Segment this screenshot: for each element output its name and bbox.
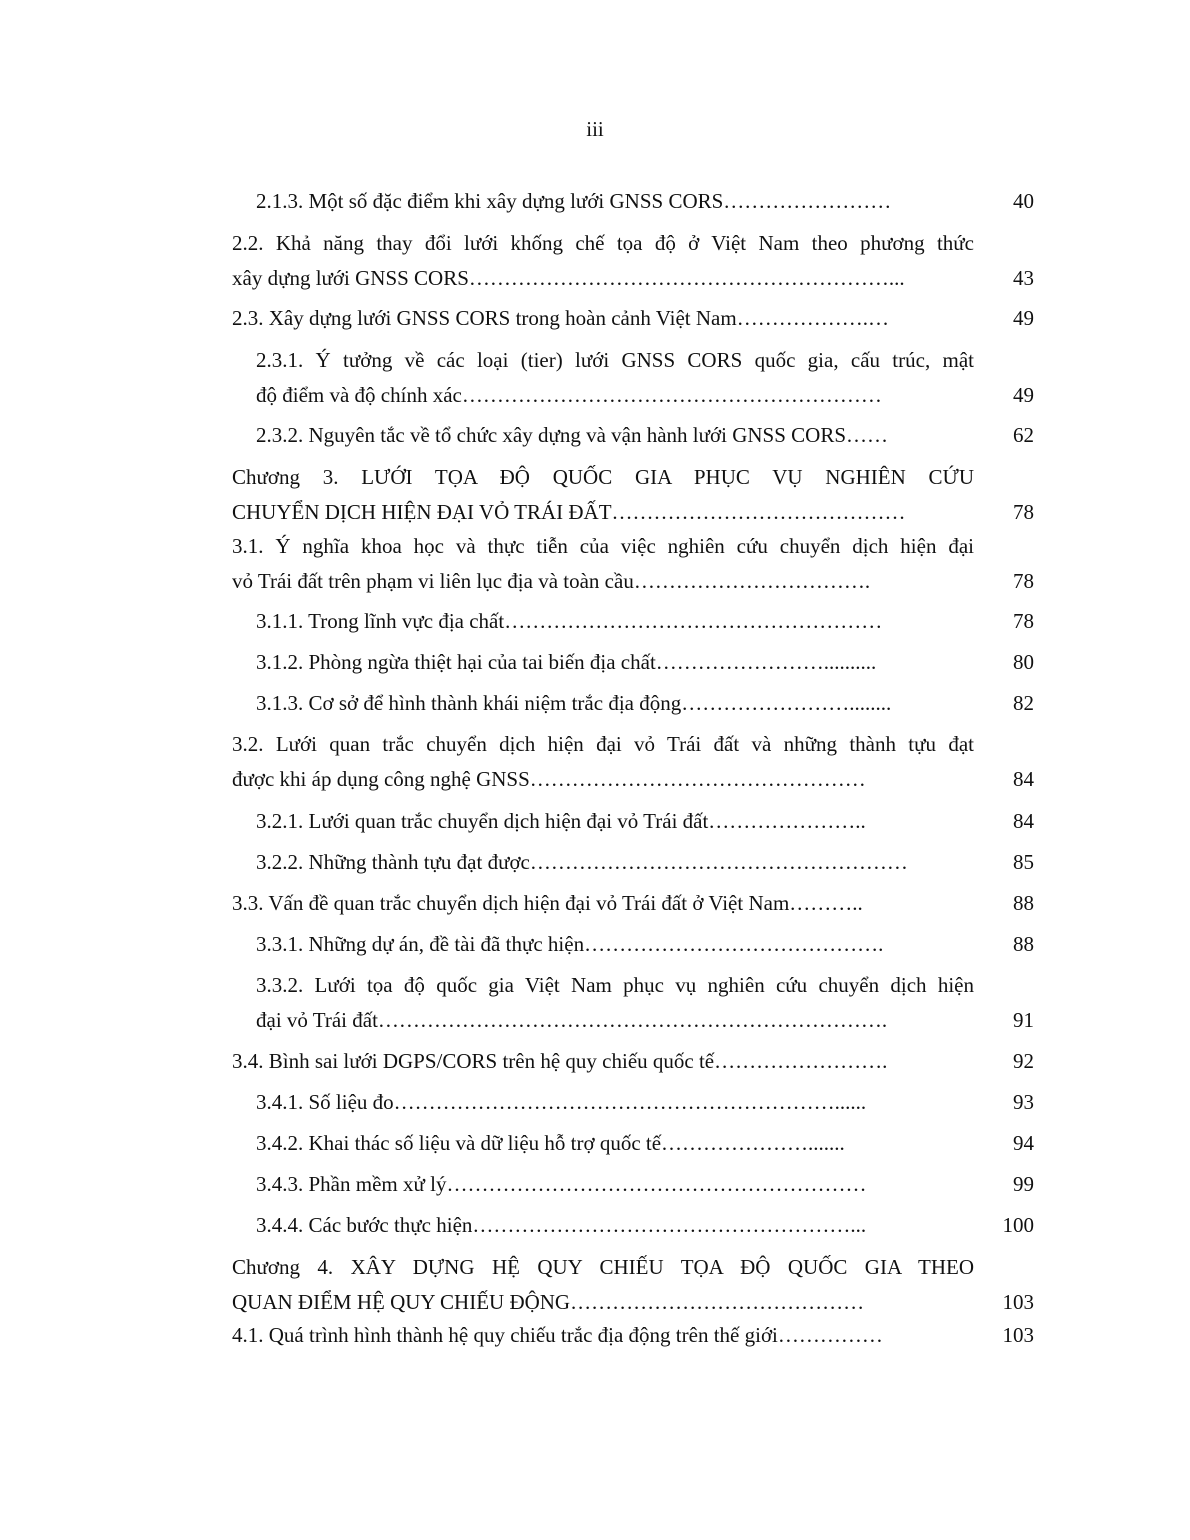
toc-entry-page: 88 — [1013, 891, 1034, 915]
toc-entry-text: được khi áp dụng công nghệ GNSS………………………………………… — [232, 767, 866, 791]
toc-entry-page: 43 — [1013, 266, 1034, 290]
toc-entry-text: CHUYỂN DỊCH HIỆN ĐẠI VỎ TRÁI ĐẤT…………………………………… — [232, 500, 906, 524]
toc-entry-page: 78 — [1013, 500, 1034, 524]
toc-entry-page: 80 — [1013, 650, 1034, 674]
toc-entry-page: 103 — [1002, 1323, 1034, 1347]
toc-entry-page: 99 — [1013, 1172, 1034, 1196]
toc-entry-text: 3.1.1. Trong lĩnh vực địa chất……………………………………………… — [256, 609, 883, 633]
toc-entry-page: 40 — [1013, 189, 1034, 213]
toc-entry-text: 3.3.2. Lưới tọa độ quốc gia Việt Nam phục vụ nghiên cứu chuyển dịch hiện — [256, 973, 974, 997]
toc-entry-text: 3.4.2. Khai thác số liệu và dữ liệu hỗ trợ quốc tế…………………....... — [256, 1131, 845, 1155]
toc-entry-page: 62 — [1013, 423, 1034, 447]
toc-entry-page: 93 — [1013, 1090, 1034, 1114]
toc-entry-text: Chương 4. XÂY DỰNG HỆ QUY CHIẾU TỌA ĐỘ QUỐC GIA THEO — [232, 1255, 974, 1279]
toc-entry-page: 49 — [1013, 306, 1034, 330]
toc-entry-page: 84 — [1013, 809, 1034, 833]
toc-entry-text: vỏ Trái đất trên phạm vi liên lục địa và toàn cầu……………………………. — [232, 569, 871, 593]
toc-entry-text: QUAN ĐIỂM HỆ QUY CHIẾU ĐỘNG…………………………………… — [232, 1290, 865, 1314]
toc-entry-text: Chương 3. LƯỚI TỌA ĐỘ QUỐC GIA PHỤC VỤ NGHIÊN CỨU — [232, 465, 974, 489]
toc-entry-page: 103 — [1002, 1290, 1034, 1314]
toc-entry-page: 85 — [1013, 850, 1034, 874]
toc-entry-text: 2.3. Xây dựng lưới GNSS CORS trong hoàn cảnh Việt Nam……………….… — [232, 306, 889, 330]
toc-entry-page: 91 — [1013, 1008, 1034, 1032]
toc-entry-page: 49 — [1013, 383, 1034, 407]
toc-entry-page: 78 — [1013, 609, 1034, 633]
toc-entry-page: 92 — [1013, 1049, 1034, 1073]
toc-entry-text: 3.2. Lưới quan trắc chuyển dịch hiện đại vỏ Trái đất và những thành tựu đạt — [232, 732, 974, 756]
toc-entry-text: 3.4.3. Phần mềm xử lý…………………………………………………… — [256, 1172, 867, 1196]
toc-entry-text: 3.3.1. Những dự án, đề tài đã thực hiện……………………………………. — [256, 932, 884, 956]
page-number: iii — [586, 117, 604, 141]
toc-entry-text: độ điểm và độ chính xác…………………………………………………… — [256, 383, 882, 407]
toc-entry-text: 3.3. Vấn đề quan trắc chuyển dịch hiện đại vỏ Trái đất ở Việt Nam……….. — [232, 891, 863, 915]
toc-entry-page: 88 — [1013, 932, 1034, 956]
toc-entry-text: 4.1. Quá trình hình thành hệ quy chiếu trắc địa động trên thế giới…………… — [232, 1323, 883, 1347]
toc-entry-page: 100 — [1002, 1213, 1034, 1237]
toc-entry-page: 94 — [1013, 1131, 1034, 1155]
toc-entry-text: 3.1.3. Cơ sở để hình thành khái niệm trắc địa động……………………........ — [256, 691, 892, 715]
toc-entry-text: 3.4.1. Số liệu đo………………………………………………………...... — [256, 1090, 867, 1114]
toc-entry-text: 2.1.3. Một số đặc điểm khi xây dựng lưới GNSS CORS…………………… — [256, 189, 892, 213]
toc-entry-text: 2.3.1. Ý tưởng về các loại (tier) lưới GNSS CORS quốc gia, cấu trúc, mật — [256, 348, 974, 372]
toc-entry-text: 3.2.2. Những thành tựu đạt được……………………………………………… — [256, 850, 908, 874]
toc-entry-page: 78 — [1013, 569, 1034, 593]
toc-entry-text: 3.1. Ý nghĩa khoa học và thực tiễn của việc nghiên cứu chuyển dịch hiện đại — [232, 534, 974, 558]
toc-entry-text: 2.3.2. Nguyên tắc về tổ chức xây dựng và vận hành lưới GNSS CORS…… — [256, 423, 889, 447]
toc-entry-text: 3.4.4. Các bước thực hiện………………………………………………... — [256, 1213, 867, 1237]
toc-entry-text: 3.1.2. Phòng ngừa thiệt hại của tai biến địa chất…………………….......... — [256, 650, 877, 674]
toc-entry-page: 82 — [1013, 691, 1034, 715]
toc-entry-text: xây dựng lưới GNSS CORS……………………………………………………... — [232, 266, 905, 290]
toc-entry-page: 84 — [1013, 767, 1034, 791]
toc-entry-text: 3.2.1. Lưới quan trắc chuyển dịch hiện đại vỏ Trái đất………………….. — [256, 809, 866, 833]
toc-entry-text: 3.4. Bình sai lưới DGPS/CORS trên hệ quy chiếu quốc tế……………………. — [232, 1049, 888, 1073]
toc-entry-text: 2.2. Khả năng thay đổi lưới khống chế tọa độ ở Việt Nam theo phương thức — [232, 231, 974, 255]
toc-entry-text: đại vỏ Trái đất………………………………………………………………. — [256, 1008, 888, 1032]
